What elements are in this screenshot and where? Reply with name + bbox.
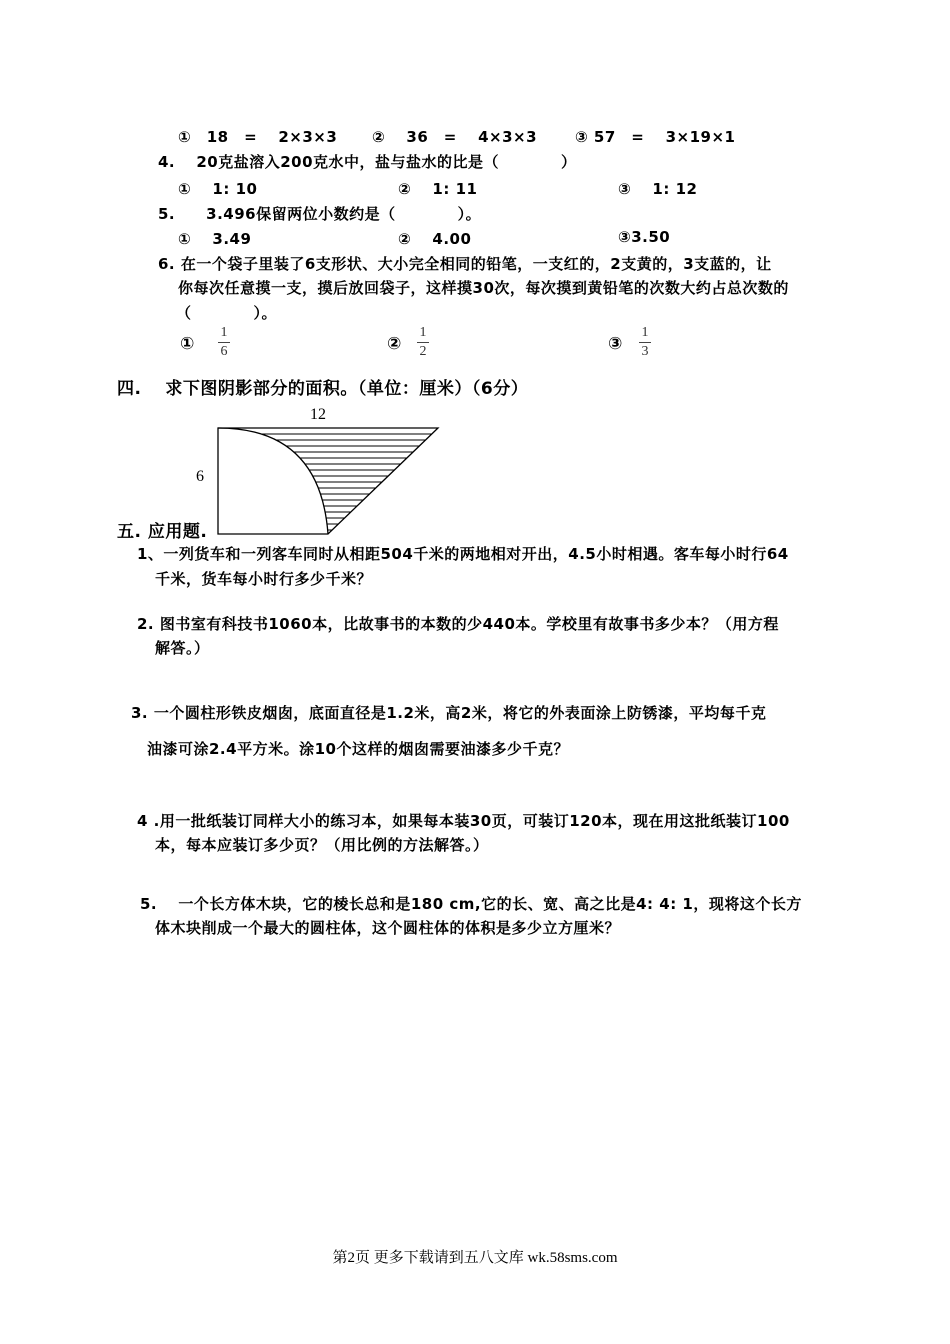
q4-option-2: ② 1: 11: [398, 180, 478, 198]
q5-stem: 5. 3.496保留两位小数约是（ ）。: [158, 205, 482, 223]
problem-3-line-2: 油漆可涂2.4平方米。涂10个这样的烟囱需要油漆多少千克？: [147, 740, 569, 758]
problem-4-line-1: 4 .用一批纸装订同样大小的练习本，如果每本装30页，可装订120本，现在用这批纸装订100: [137, 812, 790, 830]
problem-5-line-1: 5. 一个长方体木块，它的棱长总和是180 cm,它的长、宽、高之比是4: 4: 1，现将这个长方: [140, 895, 802, 913]
section-5-title: 五. 应用题.: [117, 522, 208, 542]
q4-option-3: ③ 1: 12: [618, 180, 698, 198]
problem-2-line-2: 解答。）: [155, 639, 210, 657]
problem-5-line-2: 体木块削成一个最大的圆柱体，这个圆柱体的体积是多少立方厘米？: [155, 919, 621, 937]
shaded-area-figure: [210, 420, 450, 540]
problem-3-line-1: 3. 一个圆柱形铁皮烟囱，底面直径是1.2米，高2米，将它的外表面涂上防锈漆，平均每千克: [131, 704, 767, 722]
fraction-numerator: 1: [220, 325, 228, 340]
q6-option-3-fraction: [639, 325, 651, 360]
q6-option-2-marker: ②: [387, 334, 402, 354]
section-4-title: 四. 求下图阴影部分的面积。（单位：厘米）（6分）: [117, 379, 529, 399]
q6-line-3: （ ）。: [176, 304, 278, 322]
problem-1-line-1: 1、一列货车和一列客车同时从相距504千米的两地相对开出，4.5小时相遇。客车每小时行64: [137, 545, 789, 563]
figure-top-label: 12: [310, 406, 326, 423]
q5-option-3: ③3.50: [618, 228, 671, 246]
problem-1-line-2: 千米，货车每小时行多少千米？: [155, 570, 373, 588]
fraction-denominator: 3: [641, 344, 649, 359]
q3-option-1: ① 18 = 2×3×3: [178, 128, 338, 146]
problem-2-line-1: 2. 图书室有科技书1060本，比故事书的本数的少440本。学校里有故事书多少本？（用方程: [137, 615, 779, 633]
q6-option-3-marker: ③: [608, 334, 623, 354]
problem-4-line-2: 本，每本应装订多少页？（用比例的方法解答。）: [155, 836, 489, 854]
fraction-denominator: 2: [419, 344, 427, 359]
q6-option-1-fraction: [218, 325, 230, 360]
q6-line-1: 6. 在一个袋子里装了6支形状、大小完全相同的铅笔，一支红的，2支黄的，3支蓝的，让: [158, 255, 772, 273]
q5-option-1: ① 3.49: [178, 230, 252, 248]
q4-stem: 4. 20克盐溶入200克水中，盐与盐水的比是（ ）: [158, 153, 577, 171]
figure-side-label: 6: [196, 468, 204, 485]
fraction-bar: [218, 342, 230, 343]
fraction-numerator: 1: [419, 325, 427, 340]
fraction-numerator: 1: [641, 325, 649, 340]
quarter-circle-arc: [218, 428, 328, 534]
fraction-bar: [639, 342, 651, 343]
q3-option-3: ③ 57 = 3×19×1: [575, 128, 736, 146]
fraction-denominator: 6: [220, 344, 228, 359]
q6-option-1-marker: ①: [180, 334, 195, 354]
fraction-bar: [417, 342, 429, 343]
q3-option-2: ② 36 = 4×3×3: [372, 128, 538, 146]
q6-line-2: 你每次任意摸一支，摸后放回袋子，这样摸30次，每次摸到黄铅笔的次数大约占总次数的: [178, 279, 789, 297]
page-footer: 第2页 更多下载请到五八文库 wk.58sms.com: [332, 1250, 618, 1266]
q4-option-1: ① 1: 10: [178, 180, 258, 198]
q5-option-2: ② 4.00: [398, 230, 472, 248]
hatching: [210, 434, 450, 530]
q6-option-2-fraction: [417, 325, 429, 360]
